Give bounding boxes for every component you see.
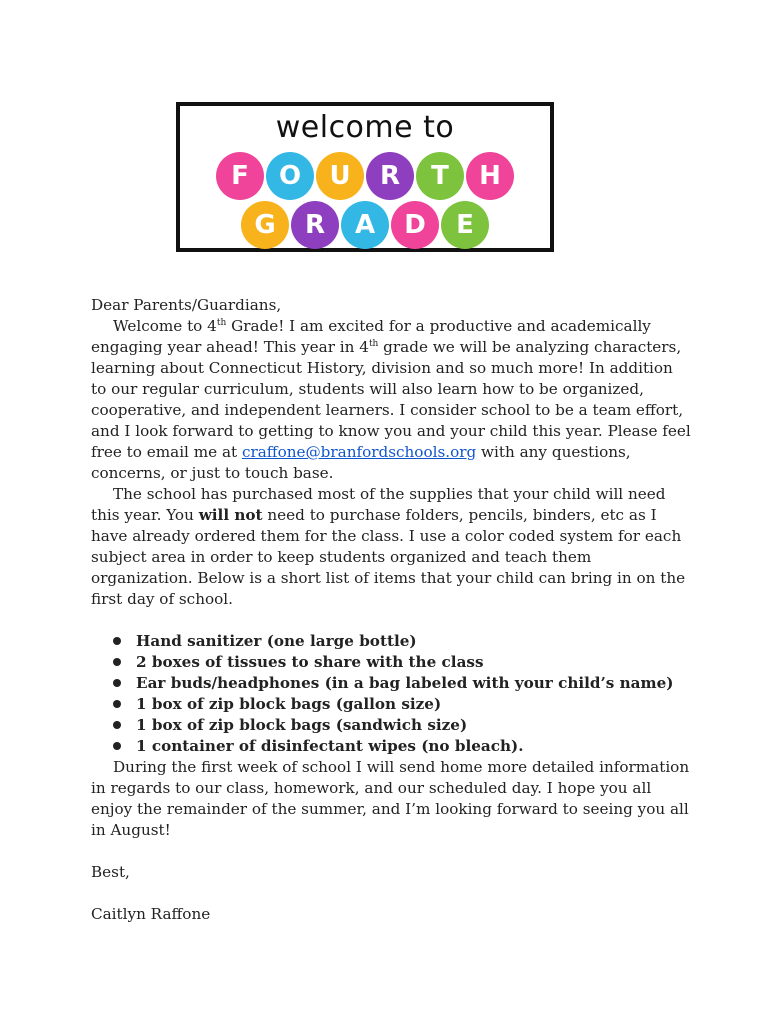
supply-item <box>113 715 691 736</box>
letter-bubble: O <box>266 152 314 200</box>
letter-bubble: G <box>241 201 289 249</box>
welcome-banner <box>176 102 554 252</box>
p1-text-c: grade we will be analyzing characters, learning about Connecticut History, division and so much more! In addition to our regular curriculum, students will also learn how to be organized, cooperative, and independent learners. I consider school to be a team effort, and I look forward to getting to know you and your child this year. Please feel free to email me at <box>91 338 691 461</box>
ordinal-suffix: th <box>216 317 227 328</box>
letter-bubble: D <box>391 201 439 249</box>
letter-body <box>91 295 691 925</box>
supply-item-label: Ear buds/headphones (in a bag labeled with your child’s name) <box>136 674 674 692</box>
bullet-icon <box>113 700 121 708</box>
email-link[interactable]: craffone@branfordschools.org <box>241 443 477 461</box>
supply-item <box>113 652 691 673</box>
letter-bubble: U <box>316 152 364 200</box>
banner-row-fourth <box>180 152 550 200</box>
p1-text-b: Grade! I am excited for a productive and academically engaging year ahead! This year in 4 <box>91 317 651 356</box>
signature: Caitlyn Raffone <box>91 905 211 923</box>
supply-item-label: 1 container of disinfectant wipes (no bleach). <box>136 737 524 755</box>
supply-item <box>113 631 691 652</box>
p2-text-a: The school has purchased most of the supplies that your child will need this year. You <box>91 485 666 524</box>
banner-row-grade <box>180 201 550 249</box>
paragraph-first-week: During the first week of school I will send home more detailed information in regards to our class, homework, and our scheduled day. I hope you all enjoy the remainder of the summer, and I’m looking forward to seeing you all in August! <box>91 758 690 839</box>
ordinal-suffix: th <box>368 338 379 349</box>
letter-bubble: R <box>366 152 414 200</box>
letter-bubble: F <box>216 152 264 200</box>
supply-item-label: 2 boxes of tissues to share with the class <box>136 653 484 671</box>
greeting: Dear Parents/Guardians, <box>91 296 282 314</box>
bullet-icon <box>113 637 121 645</box>
p1-text-a: Welcome to 4 <box>113 317 217 335</box>
p2-text-b: need to purchase folders, pencils, binders, etc as I have already ordered them for the class. I use a color coded system for each subject area in order to keep students organized and teach them organization. Below is a short list of items that your child can bring in on the first day of school. <box>91 506 686 608</box>
closing: Best, <box>91 863 130 881</box>
letter-bubble: E <box>441 201 489 249</box>
supply-item-label: Hand sanitizer (one large bottle) <box>136 632 417 650</box>
supply-item <box>113 694 691 715</box>
p1-text-d: with any questions, concerns, or just to touch base. <box>91 443 631 482</box>
bullet-icon <box>113 658 121 666</box>
letter-bubble: A <box>341 201 389 249</box>
bullet-icon <box>113 679 121 687</box>
bullet-icon <box>113 721 121 729</box>
supply-item-label: 1 box of zip block bags (sandwich size) <box>136 716 468 734</box>
letter-bubble: H <box>466 152 514 200</box>
p2-bold: will not <box>198 506 263 524</box>
supply-item <box>113 673 691 694</box>
paragraph-welcome <box>91 316 691 484</box>
bullet-icon <box>113 742 121 750</box>
letter-bubble: T <box>416 152 464 200</box>
supply-list <box>91 631 691 757</box>
supply-item <box>113 736 691 757</box>
paragraph-supplies <box>91 484 691 610</box>
supply-item-label: 1 box of zip block bags (gallon size) <box>136 695 442 713</box>
banner-title: welcome to <box>275 110 455 145</box>
letter-bubble: R <box>291 201 339 249</box>
